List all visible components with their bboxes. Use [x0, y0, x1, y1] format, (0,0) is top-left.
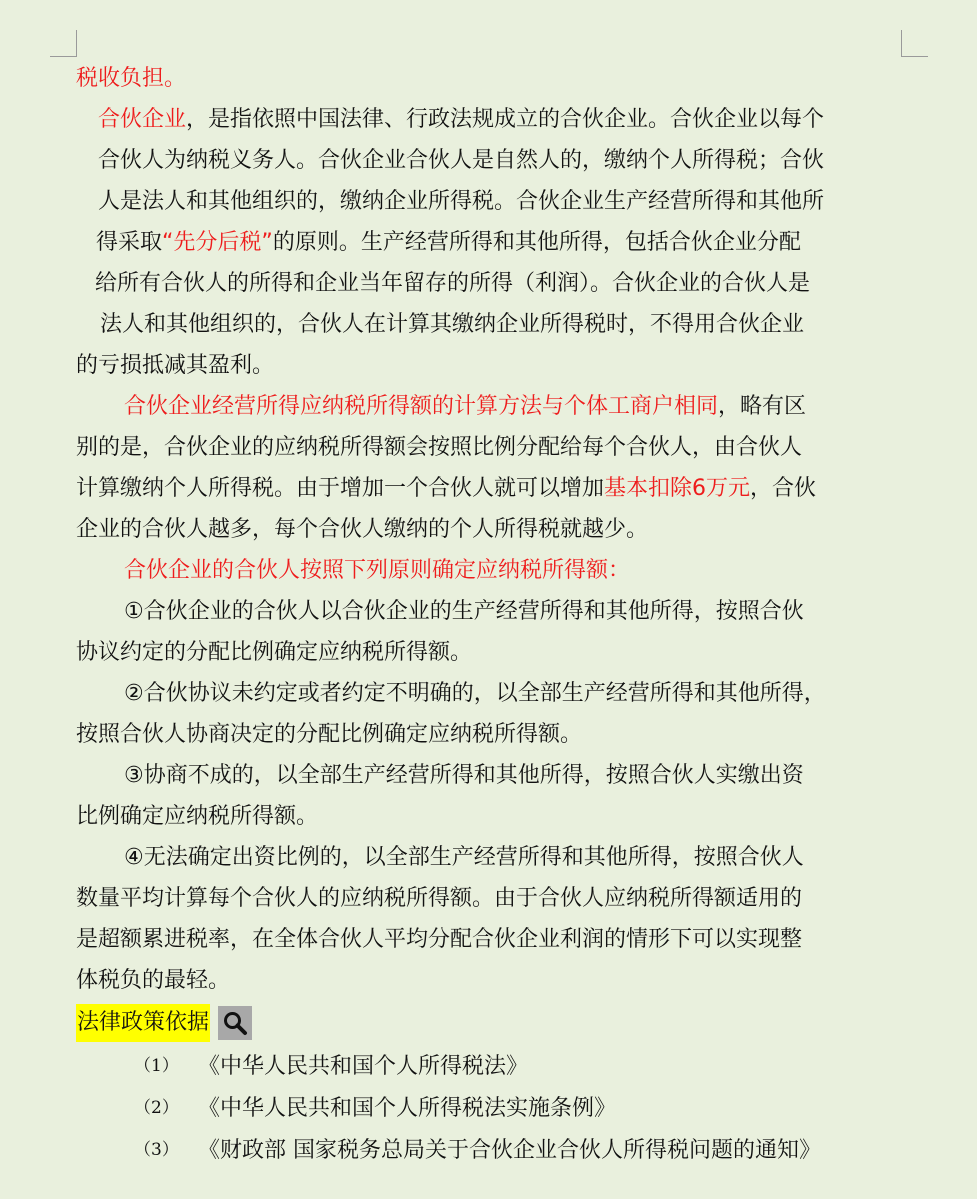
emphasis-text: 合伙企业 — [98, 107, 187, 132]
body-text: ，合伙 — [750, 476, 817, 501]
paragraph-line: 给所有合伙人的所得和企业当年留存的所得（利润）。合伙企业的合伙人是 — [95, 271, 811, 296]
reference-number: （1） — [134, 1055, 179, 1076]
paragraph-line: 合伙人为纳税义务人。合伙企业合伙人是自然人的，缴纳个人所得税；合伙 — [98, 148, 825, 173]
paragraph-line: 体税负的最轻。 — [76, 968, 231, 993]
policy-heading: 法律政策依据 — [76, 1004, 210, 1042]
paragraph-line: 人是法人和其他组织的，缴纳企业所得税。合伙企业生产经营所得和其他所 — [98, 189, 825, 214]
paragraph-line: ①合伙企业的合伙人以合伙企业的生产经营所得和其他所得，按照合伙 — [124, 599, 804, 624]
margin-corner-mark-right — [901, 30, 928, 57]
paragraph-line — [76, 222, 896, 263]
document-page — [76, 58, 896, 1171]
reference-title: 《中华人民共和国个人所得税法实施条例》 — [198, 1095, 617, 1121]
reference-item — [76, 1087, 896, 1129]
policy-heading-row — [76, 1003, 896, 1043]
body-text: 得采取 — [96, 230, 163, 255]
paragraph-line: 是超额累进税率，在全体合伙人平均分配合伙企业利润的情形下可以实现整 — [76, 927, 803, 952]
paragraph-line: 合伙企业的合伙人按照下列原则确定应纳税所得额： — [124, 558, 631, 583]
body-text: 计算缴纳个人所得税。由于增加一个合伙人就可以增加 — [76, 476, 605, 501]
paragraph-line: 企业的合伙人越多，每个合伙人缴纳的个人所得税就越少。 — [76, 517, 649, 542]
paragraph-line — [76, 99, 896, 140]
reference-title: 《财政部 国家税务总局关于合伙企业合伙人所得税问题的通知》 — [198, 1137, 821, 1163]
paragraph-line: 协议约定的分配比例确定应纳税所得额。 — [76, 640, 473, 665]
paragraph-line: 的亏损抵减其盈利。 — [76, 353, 275, 378]
paragraph-line: 别的是，合伙企业的应纳税所得额会按照比例分配给每个合伙人，由合伙人 — [76, 435, 803, 460]
paragraph-line: ③协商不成的，以全部生产经营所得和其他所得，按照合伙人实缴出资 — [124, 763, 804, 788]
paragraph-line: 比例确定应纳税所得额。 — [76, 804, 319, 829]
reference-item — [76, 1129, 896, 1171]
paragraph-line: ②合伙协议未约定或者约定不明确的，以全部生产经营所得和其他所得， — [124, 681, 826, 706]
reference-title: 《中华人民共和国个人所得税法》 — [198, 1053, 529, 1079]
paragraph-line — [76, 386, 896, 427]
body-text: ，是指依照中国法律、行政法规成立的合伙企业。合伙企业以每个 — [186, 107, 825, 132]
body-text: 的原则。生产经营所得和其他所得，包括合伙企业分配 — [272, 230, 801, 255]
margin-corner-mark-left — [50, 30, 77, 57]
body-text: ，略有区 — [718, 394, 807, 419]
paragraph-line: 法人和其他组织的，合伙人在计算其缴纳企业所得税时，不得用合伙企业 — [100, 312, 805, 337]
search-icon-glyph — [222, 1010, 248, 1036]
paragraph-line: 按照合伙人协商决定的分配比例确定应纳税所得额。 — [76, 722, 583, 747]
emphasis-text: 合伙企业经营所得应纳税所得额的计算方法与个体工商户相同 — [124, 394, 719, 419]
search-icon[interactable] — [218, 1006, 252, 1040]
paragraph-line: 数量平均计算每个合伙人的应纳税所得额。由于合伙人应纳税所得额适用的 — [76, 886, 803, 911]
paragraph-line: ④无法确定出资比例的，以全部生产经营所得和其他所得，按照合伙人 — [124, 845, 804, 870]
reference-number: （3） — [134, 1139, 179, 1160]
emphasis-text: “先分后税” — [162, 230, 273, 255]
paragraph-line: 税收负担。 — [76, 66, 187, 91]
paragraph-line — [76, 468, 896, 509]
emphasis-text: 基本扣除6万元 — [604, 476, 751, 501]
reference-item — [76, 1045, 896, 1087]
reference-number: （2） — [134, 1097, 179, 1118]
